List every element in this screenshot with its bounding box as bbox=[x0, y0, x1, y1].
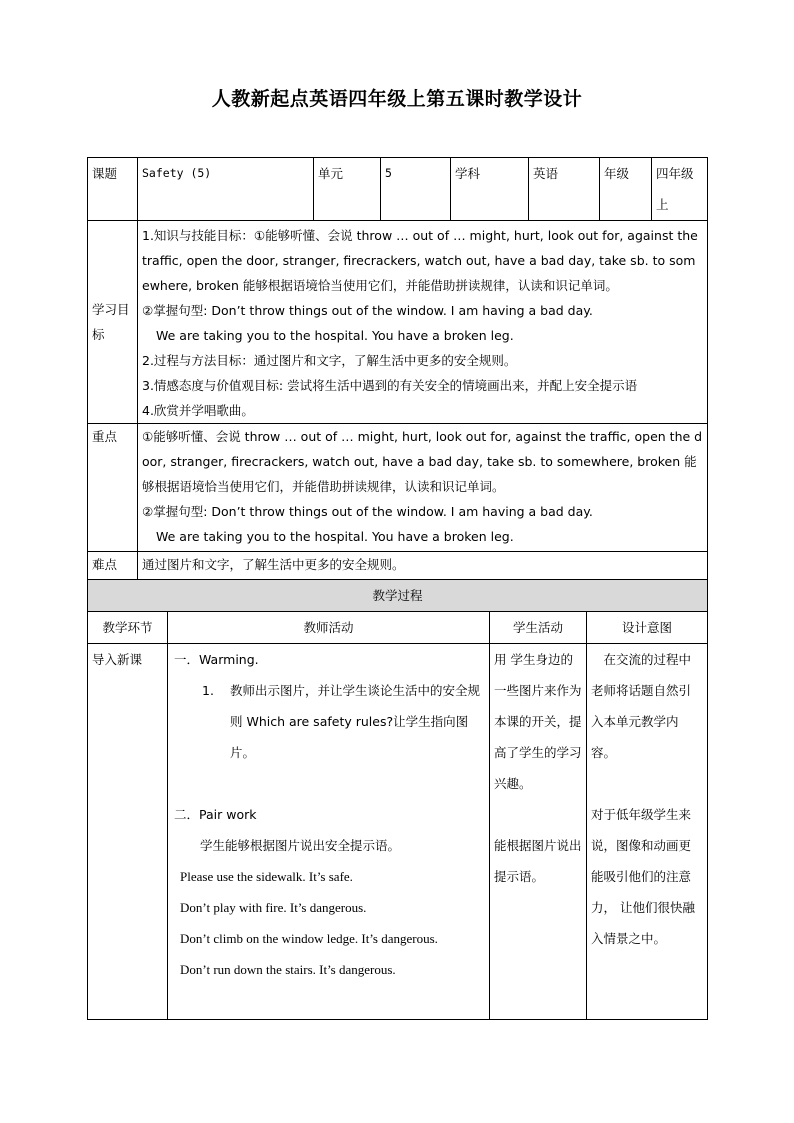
document-title: 人教新起点英语四年级上第五课时教学设计 bbox=[211, 88, 583, 110]
student-activity-cell bbox=[490, 644, 587, 1020]
step2-title: 二．Pair work bbox=[174, 807, 257, 822]
step1-number: 1. bbox=[202, 683, 214, 698]
step1-item bbox=[174, 675, 485, 768]
goals-content bbox=[138, 221, 708, 424]
teacher-activity-cell bbox=[168, 644, 490, 1020]
unit-value: 5 bbox=[381, 158, 451, 221]
column-teacher: 教师活动 bbox=[168, 612, 490, 644]
topic-value: Safety (5) bbox=[138, 158, 314, 221]
sentence-3: Don’t climb on the window ledge. It’s dangerous. bbox=[180, 931, 438, 946]
goals-line-1: 1.知识与技能目标：①能够听懂、会说 throw … out of … might, hurt, look out for, against the traffic, open the door, stranger, firecrackers, watch out, have a bad day, take sb. to somewhere, broken 能够根据语境恰当使用它们，并能借助拼读规律，认读和识记单词。 bbox=[142, 228, 698, 293]
goals-label: 学习目标 bbox=[88, 221, 138, 424]
sentence-1: Please use the sidewalk. It’s safe. bbox=[180, 869, 353, 884]
goals-line-3: We are taking you to the hospital. You have a broken leg. bbox=[156, 328, 514, 343]
key-points-label: 重点 bbox=[88, 424, 138, 552]
column-intent: 设计意图 bbox=[587, 612, 708, 644]
sentence-2: Don’t play with fire. It’s dangerous. bbox=[180, 900, 367, 915]
column-student: 学生活动 bbox=[490, 612, 587, 644]
lesson-info-table bbox=[87, 157, 708, 580]
goals-line-6: 4.欣赏并学唱歌曲。 bbox=[142, 403, 254, 418]
step2-text: 学生能够根据图片说出安全提示语。 bbox=[200, 838, 401, 853]
key-points-line-1: ①能够听懂、会说 throw … out of … might, hurt, look out for, against the traffic, open the door, stranger, firecrackers, watch out, have a bad day, take sb. to somewhere, broken 能够根据语境恰当使用它们，并能借助拼读规律，认读和识记单词。 bbox=[142, 429, 703, 494]
grade-value: 四年级上 bbox=[652, 158, 708, 221]
key-points-line-2: ②掌握句型: Don’t throw things out of the window. I am having a bad day. bbox=[142, 504, 593, 519]
process-header: 教学过程 bbox=[88, 580, 708, 612]
teaching-process-table bbox=[87, 579, 708, 1020]
unit-label: 单元 bbox=[314, 158, 381, 221]
intent-text-2: 对于低年级学生来说，图像和动画更能吸引他们的注意力， 让他们很快融入情景之中。 bbox=[591, 807, 695, 946]
intent-text-1: 在交流的过程中老师将话题自然引入本单元教学内容。 bbox=[591, 652, 692, 760]
lesson-plan-table-wrapper bbox=[87, 157, 707, 1020]
grade-label: 年级 bbox=[600, 158, 652, 221]
difficult-label: 难点 bbox=[88, 552, 138, 580]
subject-label: 学科 bbox=[451, 158, 529, 221]
goals-line-2: ②掌握句型: Don’t throw things out of the window. I am having a bad day. bbox=[142, 303, 593, 318]
goals-line-5: 3.情感态度与价值观目标: 尝试将生活中遇到的有关安全的情境画出来，并配上安全提示语 bbox=[142, 378, 638, 393]
difficult-content: 通过图片和文字，了解生活中更多的安全规则。 bbox=[138, 552, 708, 580]
key-points-line-3: We are taking you to the hospital. You have a broken leg. bbox=[156, 529, 514, 544]
column-stage: 教学环节 bbox=[88, 612, 168, 644]
subject-value: 英语 bbox=[529, 158, 600, 221]
stage-cell: 导入新课 bbox=[88, 644, 168, 1020]
key-points-content bbox=[138, 424, 708, 552]
intent-cell bbox=[587, 644, 708, 1020]
student-text-2: 能根据图片说出提示语。 bbox=[494, 838, 582, 884]
topic-label: 课题 bbox=[88, 158, 138, 221]
student-text-1: 用 学生身边的一些图片来作为本课的开关，提高了学生的学习兴趣。 bbox=[494, 652, 582, 791]
step1-text: 教师出示图片，并让学生谈论生活中的安全规则 Which are safety rules?让学生指向图片。 bbox=[230, 683, 481, 760]
step1-title: 一．Warming. bbox=[174, 652, 259, 667]
sentence-4: Don’t run down the stairs. It’s dangerous. bbox=[180, 962, 396, 977]
goals-line-4: 2.过程与方法目标：通过图片和文字，了解生活中更多的安全规则。 bbox=[142, 353, 517, 368]
